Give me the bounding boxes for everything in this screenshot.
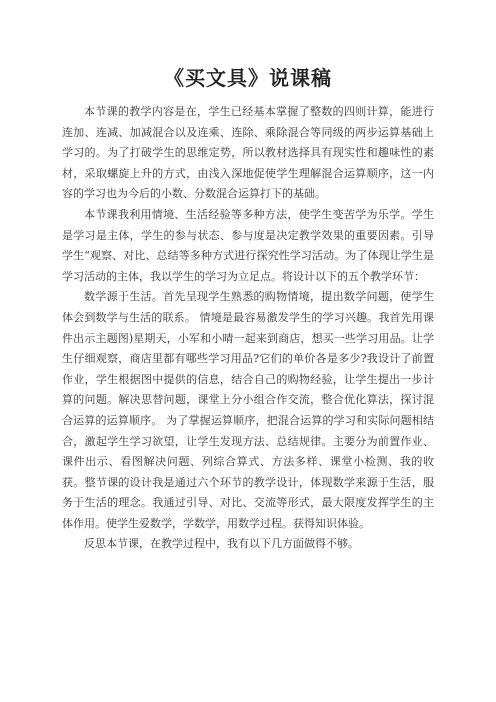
document-title: 《买文具》说课稿 xyxy=(164,66,332,90)
paragraph-intro: 本节课的教学内容是在，学生已经基本掌握了整数的四则计算，能进行连加、连减、加减混合以及连乘、连除、乘除混合等同级的两步运算基础上学习的。为了打破学生的思维定势，所以教材选择具有现实性和趣味性的素材，采取螺旋上升的方式，由浅入深地促使学生理解混合运算顺序，这一内容的学习也为今后的小数、分数混合运算打下的基础。 xyxy=(62,105,434,201)
document-body xyxy=(62,102,434,555)
paragraph-reflection: 反思本节课，在教学过程中，我有以下几方面做得不够。 xyxy=(84,537,359,551)
paragraph-methods: 本节课我利用情境、生活经验等多种方法，使学生变苦学为乐学。学生是学习是主体，学生的参与状态、参与度是决定教学效果的重要因素。引导学生“观察、对比、总结等多种方式进行探究性学习活动。为了体现让学生是学习活动的主体，我以学生的学习为立足点。将设计以下的五个教学环节： xyxy=(62,207,434,283)
paragraph-process: 数学源于生活。首先呈现学生熟悉的购物情境，提出数学问题，使学生体会到数学与生活的联系。 情境是最容易激发学生的学习兴趣。我首先用课件出示主题图)星期天，小军和小晴一起来到商店，想买一些学习用品。让学生仔细观察，商店里都有哪些学习用品?它们的单价各是多少?我设计了前置作业，学生根据图中提供的信息，结合自己的购物经验，让学生提出一步计算的问题。解决思替问题，课堂上分小组合作交流，整合优化算法，探讨混合运算的运算顺序。 为了掌握运算顺序，把混合运算的学习和实际问题相结合，激起学生学习欲望，让学生发现方法、总结规律。主要分为前置作业、课件出示、看图解决问题、列综合算式、方法多样、课堂小检测、我的收获。整节课的设计我是通过六个环节的教学设计，体现数学来源于生活，服务于生活的理念。我通过引导、对比、交流等形式，最大限度发挥学生的主体作用。使学生爱数学，学数学，用数学过程。获得知识体验。 xyxy=(62,290,434,530)
